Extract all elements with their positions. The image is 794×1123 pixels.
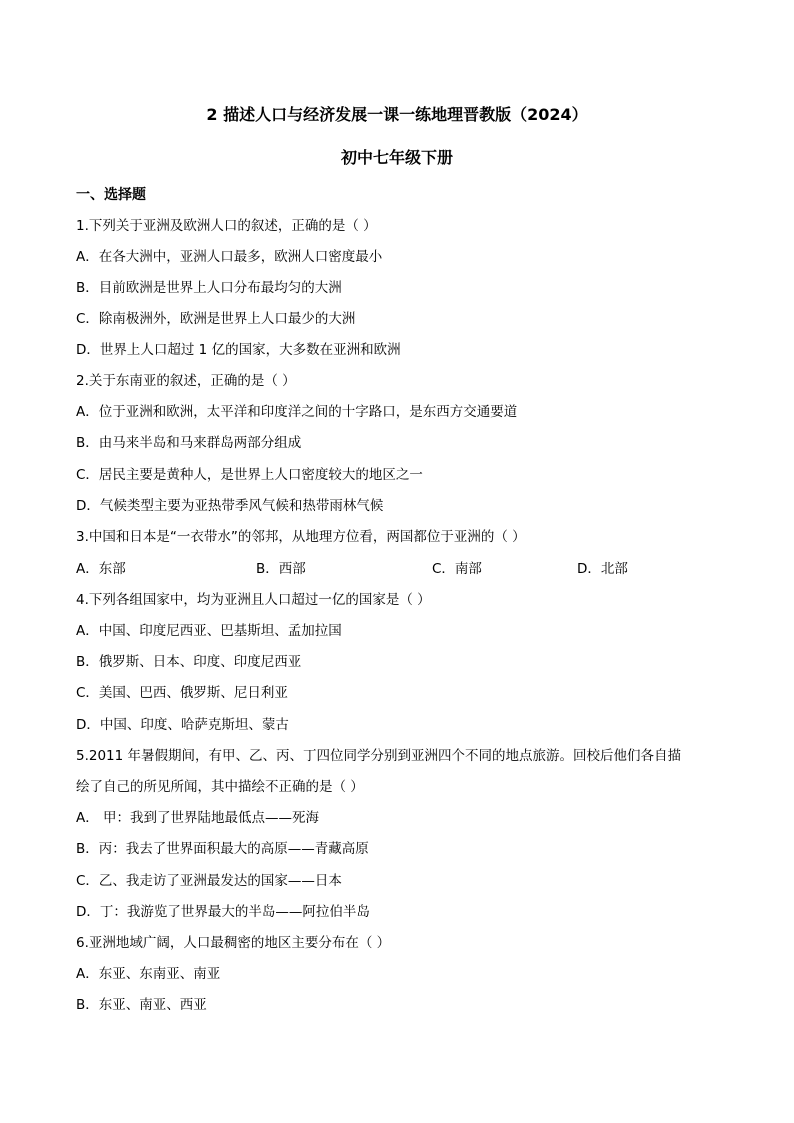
question-3-option-a: A．东部	[76, 561, 126, 577]
question-1-option-d: D．世界上人口超过 1 亿的国家，大多数在亚洲和欧洲	[76, 342, 401, 358]
question-1-option-c: C．除南极洲外，欧洲是世界上人口最少的大洲	[76, 311, 356, 327]
question-4-option-c: C．美国、巴西、俄罗斯、尼日利亚	[76, 685, 288, 701]
question-2-option-b: B．由马来半岛和马来群岛两部分组成	[76, 435, 302, 451]
question-3-option-b: B．西部	[256, 561, 306, 577]
question-2-option-a: A．位于亚洲和欧洲，太平洋和印度洋之间的十字路口，是东西方交通要道	[76, 404, 518, 420]
question-3-option-c: C．南部	[432, 561, 482, 577]
question-4-option-d: D．中国、印度、哈萨克斯坦、蒙古	[76, 717, 289, 733]
question-5-option-c: C．乙、我走访了亚洲最发达的国家——日本	[76, 873, 342, 889]
question-2-option-d: D．气候类型主要为亚热带季风气候和热带雨林气候	[76, 498, 384, 514]
question-2-stem: 2.关于东南亚的叙述，正确的是（ ）	[76, 373, 296, 389]
question-6-option-b: B．东亚、南亚、西亚	[76, 997, 207, 1013]
question-2-option-c: C．居民主要是黄种人，是世界上人口密度较大的地区之一	[76, 467, 423, 483]
question-1-stem: 1.下列关于亚洲及欧洲人口的叙述，正确的是（ ）	[76, 218, 377, 234]
question-5-stem-line-2: 绘了自己的所见所闻，其中描绘不正确的是（ ）	[76, 779, 364, 795]
question-4-option-a: A．中国、印度尼西亚、巴基斯坦、孟加拉国	[76, 623, 342, 639]
section-heading: 一、选择题	[76, 187, 146, 203]
question-5-option-b: B．丙：我去了世界面积最大的高原——青藏高原	[76, 841, 369, 857]
question-3-option-d: D．北部	[577, 561, 628, 577]
question-1-option-b: B．目前欧洲是世界上人口分布最均匀的大洲	[76, 280, 342, 296]
document-title: 2 描述人口与经济发展一课一练地理晋教版（2024）	[206, 105, 588, 124]
question-5-option-a: A． 甲：我到了世界陆地最低点——死海	[76, 810, 320, 826]
question-1-option-a: A．在各大洲中，亚洲人口最多，欧洲人口密度最小	[76, 249, 383, 265]
question-4-stem: 4.下列各组国家中，均为亚洲且人口超过一亿的国家是（ ）	[76, 592, 431, 608]
question-4-option-b: B．俄罗斯、日本、印度、印度尼西亚	[76, 654, 302, 670]
question-5-option-d: D．丁：我游览了世界最大的半岛——阿拉伯半岛	[76, 904, 370, 920]
question-6-option-a: A．东亚、东南亚、南亚	[76, 966, 221, 982]
question-5-stem-line-1: 5.2011 年暑假期间，有甲、乙、丙、丁四位同学分别到亚洲四个不同的地点旅游。回校后他们各自描	[76, 748, 682, 764]
question-6-stem: 6.亚洲地域广阔，人口最稠密的地区主要分布在（ ）	[76, 935, 391, 951]
question-3-stem: 3.中国和日本是“一衣带水”的邻邦，从地理方位看，两国都位于亚洲的（ ）	[76, 529, 526, 545]
document-subtitle: 初中七年级下册	[340, 148, 453, 167]
